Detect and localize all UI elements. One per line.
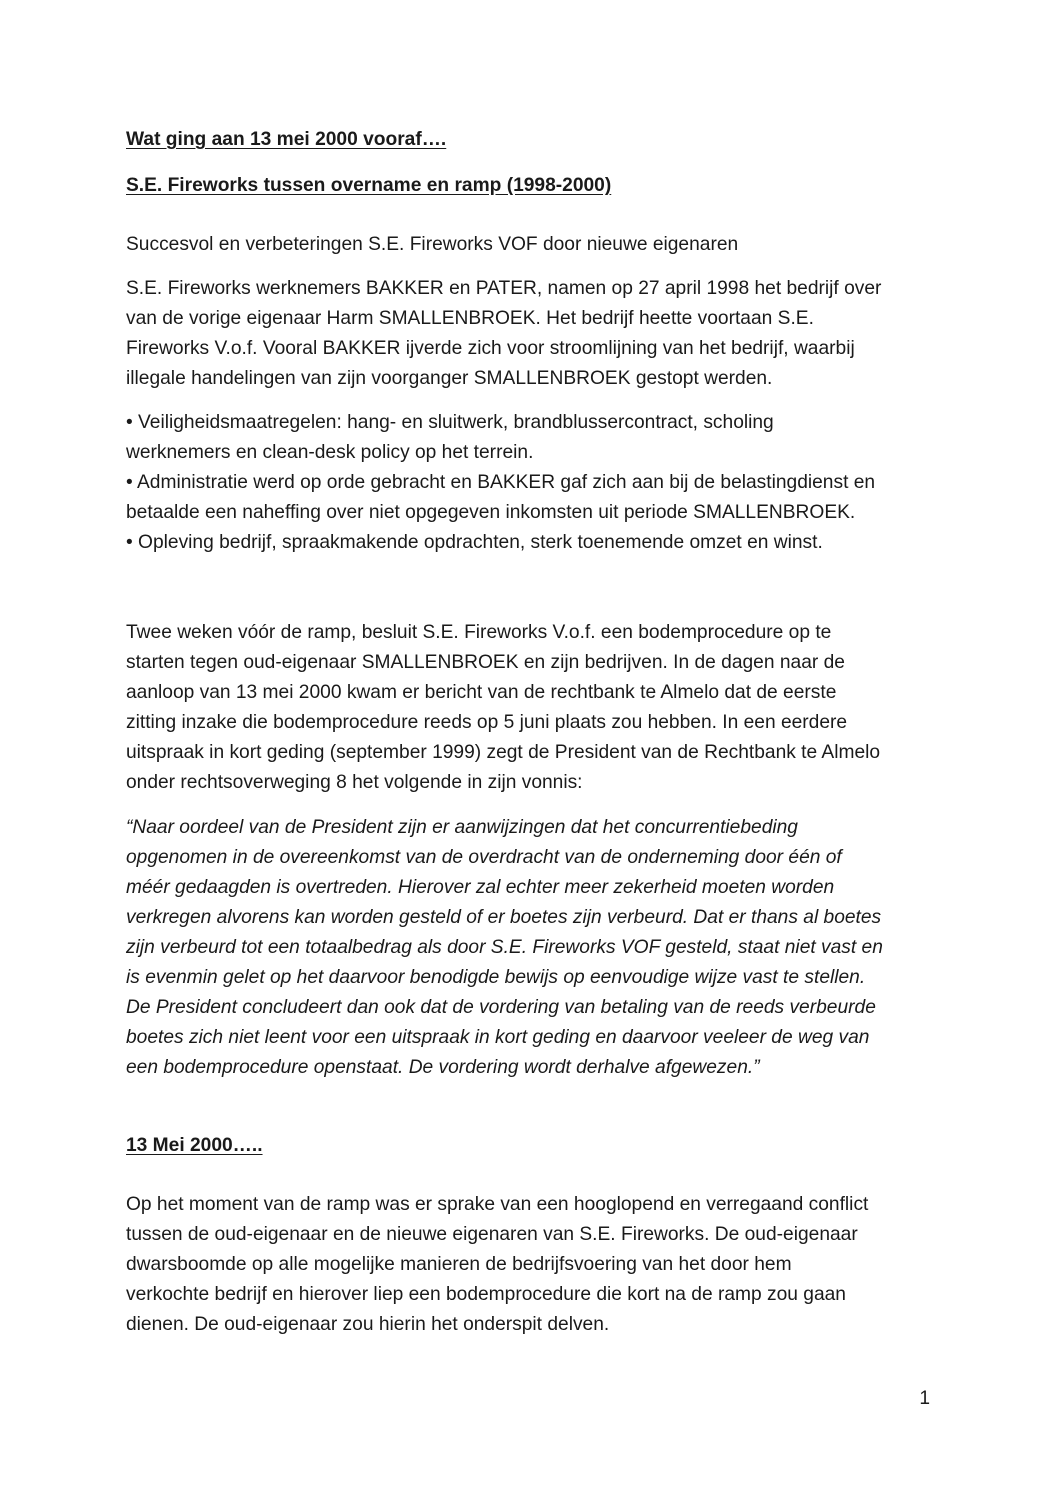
quote-line: een bodemprocedure openstaat. De vordering wordt derhalve afgewezen.”	[126, 1057, 760, 1078]
paragraph-bodemprocedure	[126, 618, 936, 798]
quote-line: De President concludeert dan ook dat de vordering van betaling van de reeds verbeurde	[126, 997, 876, 1018]
paragraph-line: starten tegen oud-eigenaar SMALLENBROEK en zijn bedrijven. In de dagen naar de	[126, 652, 845, 673]
paragraph-line: dwarsboomde op alle mogelijke manieren de bedrijfsvoering van het door hem	[126, 1254, 792, 1275]
quote-line: “Naar oordeel van de President zijn er aanwijzingen dat het concurrentiebeding	[126, 817, 798, 838]
bullet-list	[126, 408, 936, 558]
paragraph-line: uitspraak in kort geding (september 1999) zegt de President van de Rechtbank te Almelo	[126, 742, 881, 763]
bullet-item: • Veiligheidsmaatregelen: hang- en sluitwerk, brandblussercontract, scholing	[126, 412, 774, 433]
paragraph-line: illegale handelingen van zijn voorganger SMALLENBROEK gestopt werden.	[126, 368, 773, 389]
bullet-item: werknemers en clean-desk policy op het terrein.	[126, 442, 534, 463]
paragraph-overname	[126, 274, 936, 394]
bullet-item: • Opleving bedrijf, spraakmakende opdrachten, sterk toenemende omzet en winst.	[126, 532, 823, 553]
bullet-item: betaalde een naheffing over niet opgegeven inkomsten uit periode SMALLENBROEK.	[126, 502, 856, 523]
quote-line: méér gedaagden is overtreden. Hierover zal echter meer zekerheid moeten worden	[126, 877, 835, 898]
paragraph-line: dienen. De oud-eigenaar zou hierin het onderspit delven.	[126, 1314, 610, 1335]
quote-line: verkregen alvorens kan worden gesteld of er boetes zijn verbeurd. Dat er thans al boetes	[126, 907, 882, 928]
heading-overname: S.E. Fireworks tussen overname en ramp (1998-2000)	[126, 175, 612, 196]
paragraph-line: van de vorige eigenaar Harm SMALLENBROEK. Het bedrijf heette voortaan S.E.	[126, 308, 814, 329]
quote-line: opgenomen in de overeenkomst van de overdracht van de onderneming door één of	[126, 847, 842, 868]
paragraph-line: Fireworks V.o.f. Vooral BAKKER ijverde zich voor stroomlijning van het bedrijf, waarbij	[126, 338, 855, 359]
paragraph-line: aanloop van 13 mei 2000 kwam er bericht van de rechtbank te Almelo dat de eerste	[126, 682, 837, 703]
court-quote	[126, 813, 936, 1083]
intro-line: Succesvol en verbeteringen S.E. Fireworks VOF door nieuwe eigenaren	[126, 234, 739, 255]
heading-vooraf: Wat ging aan 13 mei 2000 vooraf….	[126, 129, 447, 150]
paragraph-line: tussen de oud-eigenaar en de nieuwe eigenaren van S.E. Fireworks. De oud-eigenaar	[126, 1224, 858, 1245]
quote-line: is evenmin gelet op het daarvoor benodigde bewijs op eenvoudige wijze vast te stellen.	[126, 967, 866, 988]
paragraph-line: onder rechtsoverweging 8 het volgende in zijn vonnis:	[126, 772, 583, 793]
paragraph-line: verkochte bedrijf en hierover liep een bodemprocedure die kort na de ramp zou gaan	[126, 1284, 846, 1305]
page-number: 1	[919, 1388, 930, 1409]
bullet-item: • Administratie werd op orde gebracht en BAKKER gaf zich aan bij de belastingdienst en	[126, 472, 876, 493]
paragraph-line: Twee weken vóór de ramp, besluit S.E. Fireworks V.o.f. een bodemprocedure op te	[126, 622, 832, 643]
paragraph-line: zitting inzake die bodemprocedure reeds op 5 juni plaats zou hebben. In een eerdere	[126, 712, 848, 733]
heading-13-mei: 13 Mei 2000…..	[126, 1135, 263, 1156]
paragraph-conflict	[126, 1190, 936, 1340]
quote-line: zijn verbeurd tot een totaalbedrag als door S.E. Fireworks VOF gesteld, staat niet vast en	[126, 937, 883, 958]
paragraph-line: S.E. Fireworks werknemers BAKKER en PATER, namen op 27 april 1998 het bedrijf over	[126, 278, 882, 299]
quote-line: boetes zich niet leent voor een uitspraak in kort geding en daarvoor veeleer de weg van	[126, 1027, 870, 1048]
paragraph-line: Op het moment van de ramp was er sprake van een hooglopend en verregaand conflict	[126, 1194, 869, 1215]
